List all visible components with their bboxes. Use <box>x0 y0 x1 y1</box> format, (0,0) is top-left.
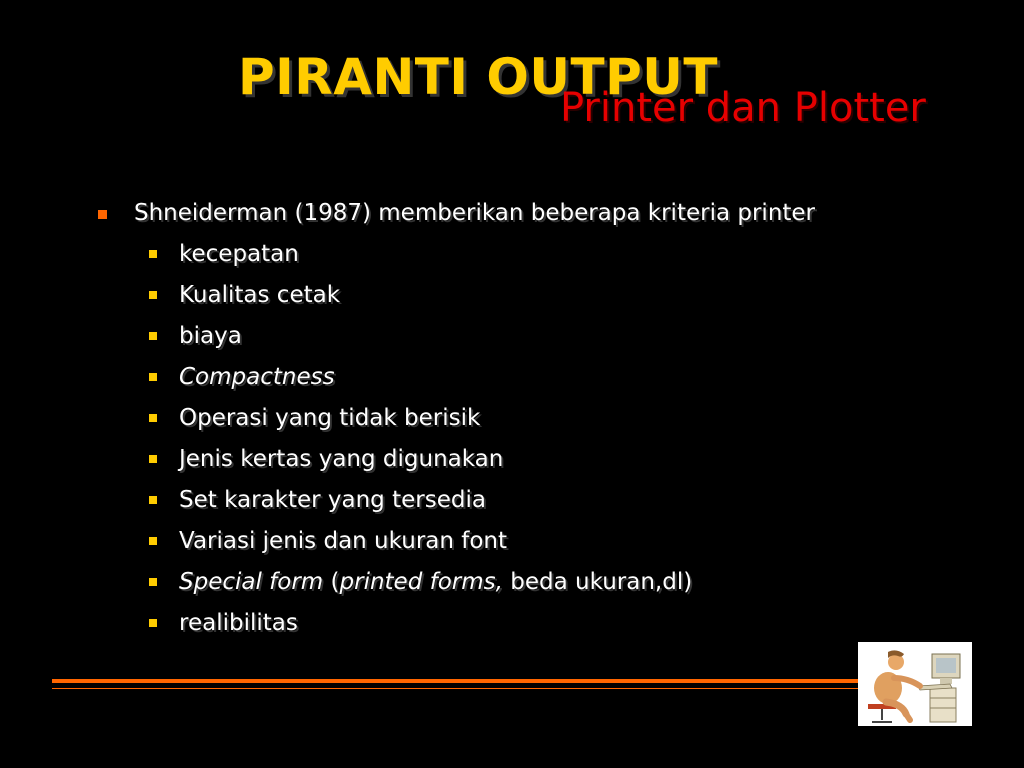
criteria-item-operasi <box>96 401 916 435</box>
criteria-item-set-karakter <box>96 483 916 517</box>
square-bullet-icon <box>149 537 157 545</box>
special-form-term: Special form <box>179 569 324 595</box>
criteria-item-text: Jenis kertas yang digunakan <box>179 446 504 472</box>
criteria-item-text: Variasi jenis dan ukuran font <box>179 528 508 554</box>
square-bullet-icon <box>98 210 107 219</box>
main-bullet <box>96 196 916 230</box>
square-bullet-icon <box>149 291 157 299</box>
square-bullet-icon <box>149 619 157 627</box>
square-bullet-icon <box>149 455 157 463</box>
criteria-item-text: biaya <box>179 323 242 349</box>
criteria-item-text: kecepatan <box>179 241 299 267</box>
criteria-item-text: realibilitas <box>179 610 298 636</box>
criteria-item-realibilitas <box>96 606 916 640</box>
special-form-rest: beda ukuran,dl) <box>502 569 693 595</box>
square-bullet-icon <box>149 250 157 258</box>
square-bullet-icon <box>149 332 157 340</box>
square-bullet-icon <box>149 373 157 381</box>
criteria-item-text: Operasi yang tidak berisik <box>179 405 481 431</box>
slide-subtitle: Printer dan Plotter <box>560 85 926 131</box>
criteria-list <box>96 237 916 640</box>
criteria-item-text: Kualitas cetak <box>179 282 341 308</box>
criteria-item-special-form <box>96 565 916 599</box>
slide-title: PIRANTI OUTPUT <box>238 48 718 106</box>
square-bullet-icon <box>149 496 157 504</box>
criteria-item-text: Set karakter yang tersedia <box>179 487 486 513</box>
person-at-computer-clipart-icon <box>858 642 972 726</box>
special-form-printed-forms: printed forms, <box>339 569 503 595</box>
footer-rule-thin <box>52 688 858 689</box>
bullet-list <box>96 196 916 647</box>
square-bullet-icon <box>149 578 157 586</box>
criteria-item-jenis-kertas <box>96 442 916 476</box>
criteria-item-variasi-font <box>96 524 916 558</box>
footer-rule-thick <box>52 679 858 683</box>
criteria-item-text: Compactness <box>179 364 335 390</box>
criteria-item-kualitas-cetak <box>96 278 916 312</box>
criteria-item-kecepatan <box>96 237 916 271</box>
main-bullet-text: Shneiderman (1987) memberikan beberapa kriteria printer <box>134 200 816 226</box>
square-bullet-icon <box>149 414 157 422</box>
criteria-item-biaya <box>96 319 916 353</box>
criteria-item-compactness <box>96 360 916 394</box>
special-form-paren: ( <box>323 569 340 595</box>
